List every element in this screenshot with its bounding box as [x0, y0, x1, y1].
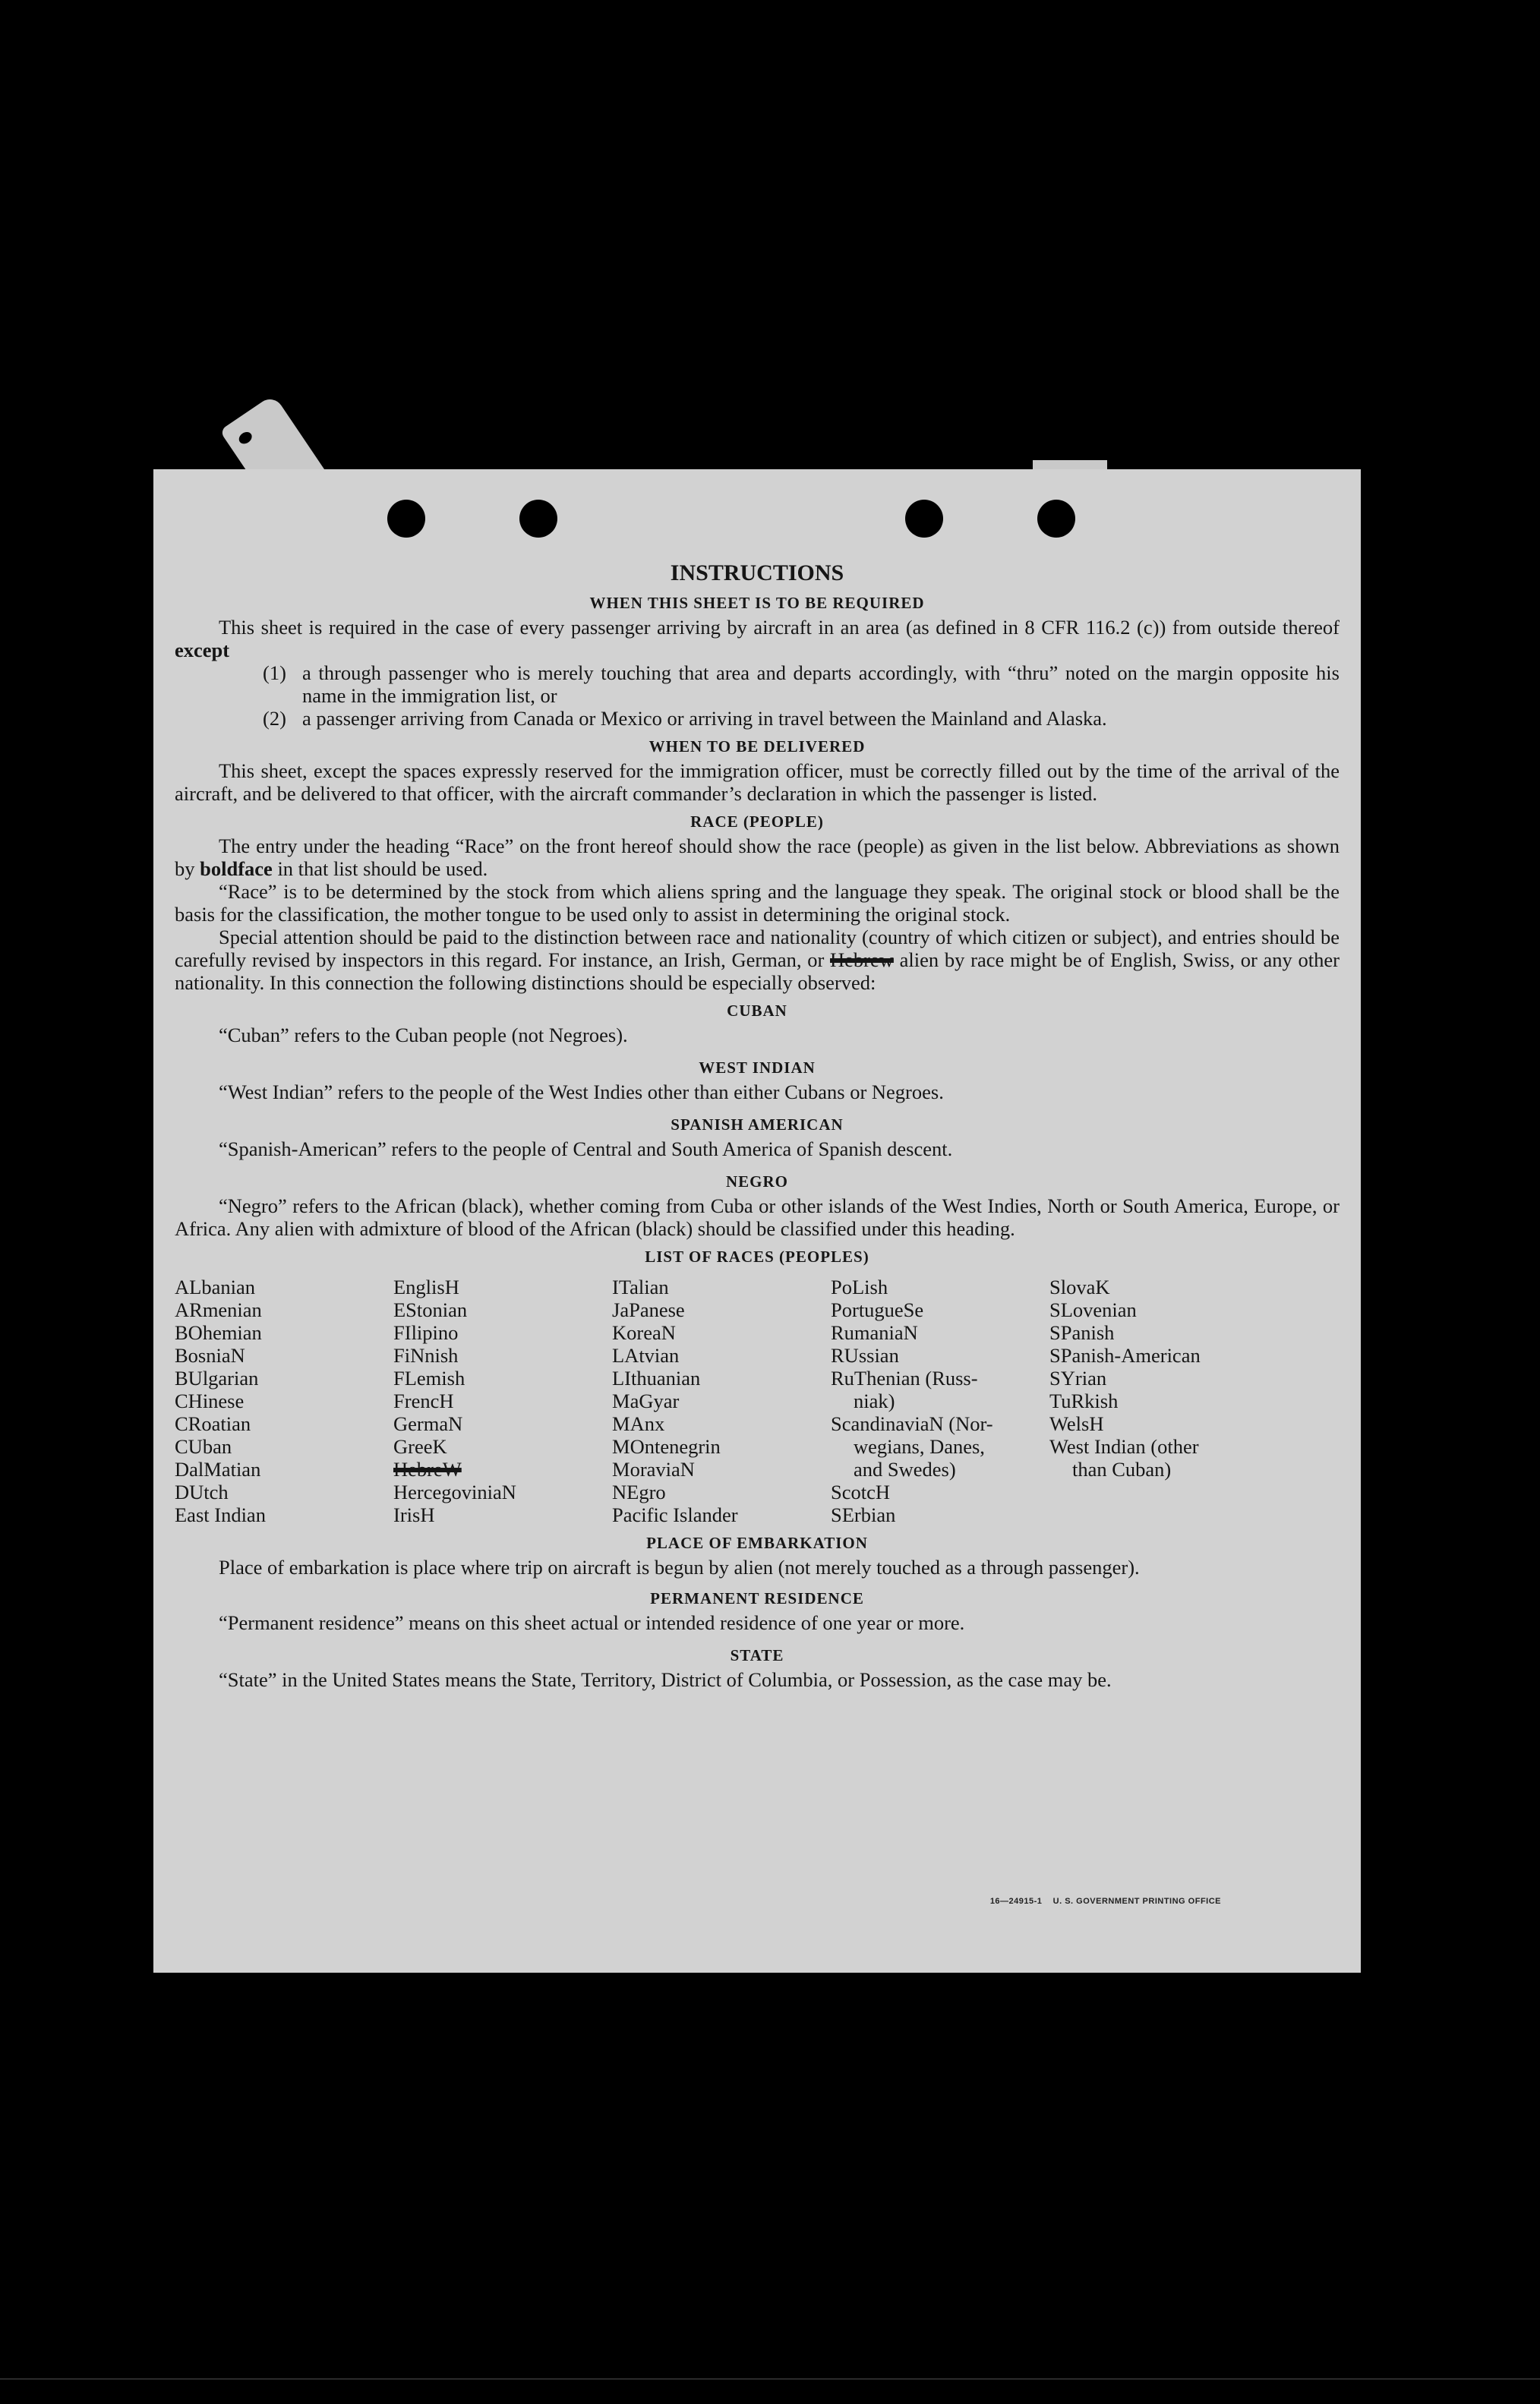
race-entry: CHinese — [175, 1390, 245, 1412]
race-entry: FLemish — [393, 1367, 465, 1390]
boldface-word: boldface — [200, 857, 273, 880]
race-entry: MAnx — [612, 1412, 665, 1435]
punch-hole — [519, 500, 557, 538]
west-indian-text: “West Indian” refers to the people of the West Indies other than either Cubans or Negroes. — [219, 1081, 944, 1103]
exception-item-2 — [175, 707, 1340, 730]
heading-state: STATE — [730, 1646, 784, 1664]
race-entry: MOntenegrin — [612, 1435, 721, 1458]
race-entry: GermaN — [393, 1412, 463, 1435]
race-p1-a: The entry under the heading “Race” on the front hereof should show the race (people) as given in the list below. Abbreviations as shown by — [175, 834, 1340, 880]
race-entry: CRoatian — [175, 1412, 251, 1435]
race-paragraph-1 — [175, 834, 1340, 880]
race-entry: TuRkish — [1049, 1390, 1119, 1412]
race-entry: BUlgarian — [175, 1367, 259, 1390]
race-entry: GreeK — [393, 1435, 447, 1458]
heading-embarkation: PLACE OF EMBARKATION — [646, 1534, 868, 1552]
races-column-4 — [831, 1276, 1049, 1526]
heading-when-required: WHEN THIS SHEET IS TO BE REQUIRED — [589, 594, 925, 612]
punch-hole — [905, 500, 943, 538]
races-column-1 — [175, 1276, 393, 1526]
race-entry: DalMatian — [175, 1458, 261, 1481]
race-entry: LAtvian — [612, 1344, 680, 1367]
race-entry: KoreaN — [612, 1321, 676, 1344]
document-page — [153, 469, 1361, 1973]
item-text: a passenger arriving from Canada or Mexico or arriving in travel between the Mainland and Alaska. — [302, 707, 1107, 730]
negro-text: “Negro” refers to the African (black), whether coming from Cuba or other islands of the West Indies, North or South America, Europe, or Africa. Any alien with admixture of blood of the African (black) should be classified under this heading. — [175, 1194, 1340, 1240]
punch-hole — [1037, 500, 1075, 538]
race-entry: HercegoviniaN — [393, 1481, 516, 1503]
heading-list-of-races: LIST OF RACES (PEOPLES) — [645, 1248, 869, 1266]
race-entry: LIthuanian — [612, 1367, 701, 1390]
heading-race: RACE (PEOPLE) — [690, 812, 824, 831]
exception-item-1 — [175, 661, 1340, 707]
race-entry: FiNnish — [393, 1344, 459, 1367]
race-entry: ScandinaviaN (Nor- — [831, 1412, 993, 1435]
state-text: “State” in the United States means the State, Territory, District of Columbia, or Possession, as the case may be. — [219, 1668, 1112, 1691]
heading-west-indian: WEST INDIAN — [699, 1058, 816, 1077]
race-entry: SPanish — [1049, 1321, 1115, 1344]
race-entry: WelsH — [1049, 1412, 1104, 1435]
race-entry: PortugueSe — [831, 1298, 924, 1321]
races-column-3 — [612, 1276, 831, 1526]
heading-residence: PERMANENT RESIDENCE — [650, 1589, 864, 1607]
heading-cuban: CUBAN — [727, 1002, 787, 1020]
race-entry: CUban — [175, 1435, 232, 1458]
race-entry: RUssian — [831, 1344, 899, 1367]
race-entry: East Indian — [175, 1503, 266, 1526]
heading-when-delivered: WHEN TO BE DELIVERED — [649, 737, 866, 756]
page-title: INSTRUCTIONS — [670, 560, 844, 585]
when-delivered-text: This sheet, except the spaces expressly reserved for the immigration officer, must be correctly filled out by the time of the arrival of the aircraft, and be delivered to that officer, with the aircraft commander’s declaration in which the passenger is listed. — [175, 759, 1340, 805]
item-text: a through passenger who is merely touching that area and departs accordingly, with “thru” noted on the margin opposite his name in the immigration list, or — [302, 661, 1340, 707]
spanish-american-text: “Spanish-American” refers to the people of Central and South America of Spanish descent. — [219, 1137, 953, 1160]
race-entry: JaPanese — [612, 1298, 685, 1321]
race-entry: PoLish — [831, 1276, 888, 1298]
race-entry: SlovaK — [1049, 1276, 1110, 1298]
race-entry: ScotcH — [831, 1481, 891, 1503]
form-footer — [990, 1897, 1221, 1906]
race-paragraph-2: “Race” is to be determined by the stock from which aliens spring and the language they speak. The original stock or blood shall be the basis for the classification, the mother tongue to be used only to assist in determining the original stock. — [175, 880, 1340, 926]
race-entry: and Swedes) — [854, 1458, 956, 1481]
race-entry: SLovenian — [1049, 1298, 1137, 1321]
race-entry: ARmenian — [175, 1298, 262, 1321]
races-column-2 — [393, 1276, 612, 1526]
race-entry: West Indian (other — [1049, 1435, 1199, 1458]
punch-hole — [387, 500, 425, 538]
race-p3-a: Special attention should be paid to the distinction between race and nationality (country of which citizen or subject), and entries should be carefully revised by inspectors in this regard. For instance, an Irish, German, or — [175, 926, 1340, 971]
race-entry: than Cuban) — [1072, 1458, 1172, 1481]
race-entry: niak) — [854, 1390, 895, 1412]
item-number: (2) — [263, 707, 286, 730]
form-code: 16—24915-1 — [989, 1897, 1043, 1906]
race-p3-b: alien by race might be of English, Swiss, or any other nationality. In this connection the following distinctions should be especially observed: — [175, 948, 1340, 994]
race-entry: HebreW — [393, 1458, 462, 1481]
heading-negro: NEGRO — [725, 1172, 788, 1191]
when-required-text — [175, 616, 1340, 661]
scan-edge-line — [0, 2378, 1540, 2380]
race-entry: SYrian — [1049, 1367, 1107, 1390]
race-entry: BOhemian — [175, 1321, 262, 1344]
race-paragraph-3 — [175, 926, 1340, 994]
races-list — [175, 1276, 1340, 1526]
race-entry: SPanish-American — [1049, 1344, 1201, 1367]
heading-spanish-american: SPANISH AMERICAN — [671, 1115, 844, 1134]
race-entry: RumaniaN — [831, 1321, 918, 1344]
cuban-text: “Cuban” refers to the Cuban people (not Negroes). — [219, 1024, 628, 1046]
embarkation-text: Place of embarkation is place where trip on aircraft is begun by alien (not merely touched as a through passenger). — [219, 1556, 1140, 1579]
race-entry: EStonian — [393, 1298, 468, 1321]
race-entry: FrencH — [393, 1390, 454, 1412]
when-required-intro: This sheet is required in the case of every passenger arriving by aircraft in an area (as defined in 8 CFR 116.2 (c)) from outside thereof — [219, 616, 1340, 639]
race-entry: DUtch — [175, 1481, 229, 1503]
printer-credit: U. S. GOVERNMENT PRINTING OFFICE — [1052, 1897, 1221, 1906]
race-entry: ITalian — [612, 1276, 669, 1298]
race-entry: wegians, Danes, — [854, 1435, 985, 1458]
race-entry: EnglisH — [393, 1276, 459, 1298]
residence-text: “Permanent residence” means on this sheet actual or intended residence of one year or more. — [219, 1611, 965, 1634]
instructions-body — [175, 560, 1340, 1691]
race-entry: RuThenian (Russ- — [831, 1367, 978, 1390]
struck-word: Hebrew — [830, 948, 894, 971]
race-entry: MaGyar — [612, 1390, 680, 1412]
race-entry: MoraviaN — [612, 1458, 695, 1481]
race-entry: IrisH — [393, 1503, 435, 1526]
race-entry: SErbian — [831, 1503, 896, 1526]
race-entry: BosniaN — [175, 1344, 245, 1367]
except-bold: except — [175, 639, 230, 661]
race-p1-c: in that list should be used. — [272, 857, 488, 880]
race-entry: FIlipino — [393, 1321, 459, 1344]
item-number: (1) — [263, 661, 286, 684]
races-column-5 — [1049, 1276, 1268, 1526]
race-entry: NEgro — [612, 1481, 666, 1503]
race-entry: ALbanian — [175, 1276, 255, 1298]
race-entry: Pacific Islander — [612, 1503, 738, 1526]
